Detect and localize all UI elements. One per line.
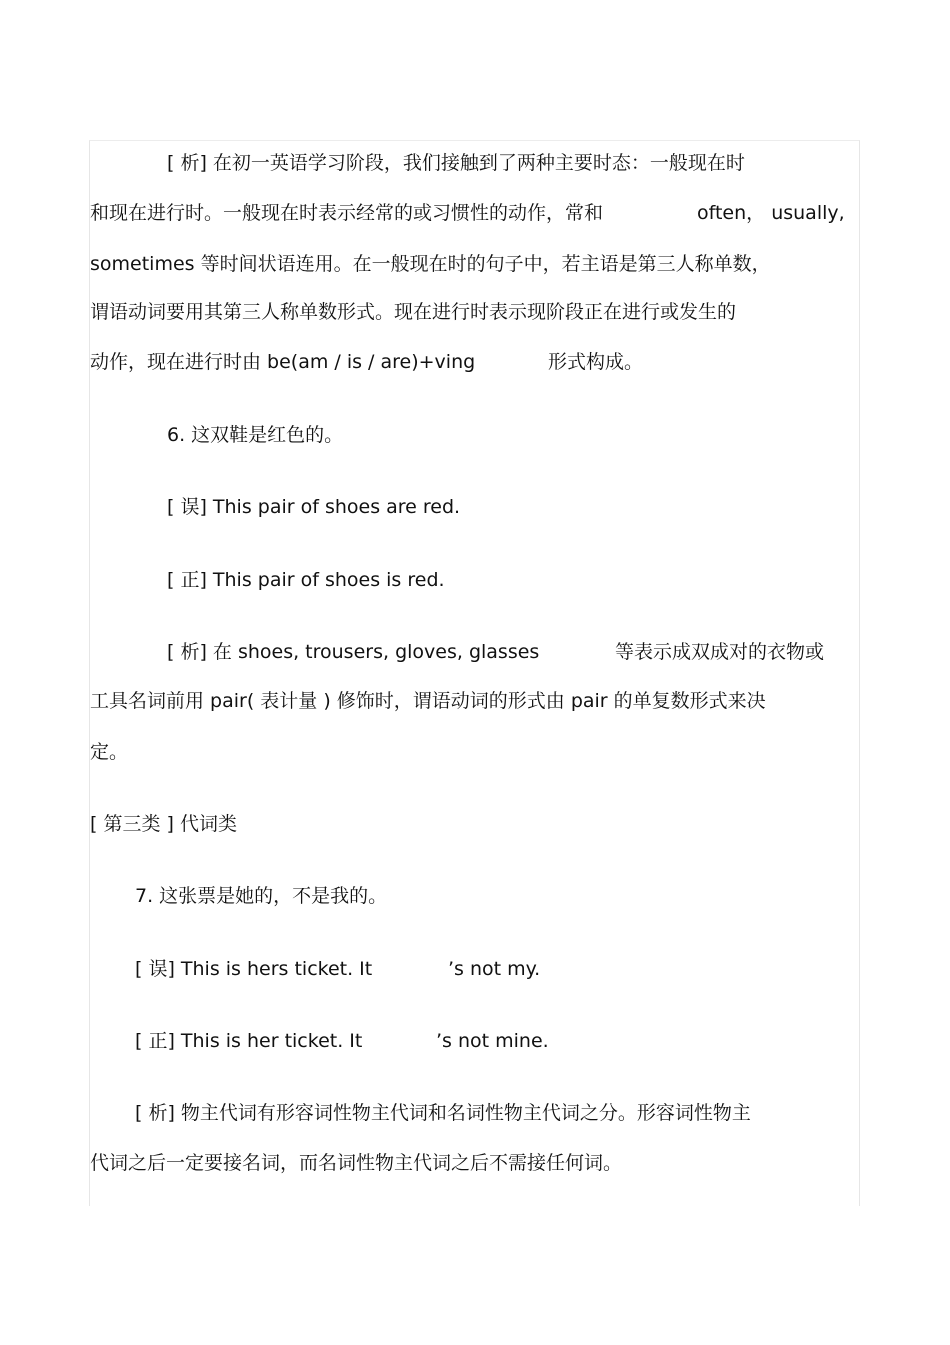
item-7-question: 7. 这张票是她的，不是我的。 [135,885,388,907]
item-7-wrong-end: ’s not my. [448,958,541,980]
analysis-tenses-line-2-adverbs: often， usually, [697,202,845,224]
item-6-wrong: [ 误] This pair of shoes are red. [167,496,461,518]
item-7-analysis-line-2: 代词之后一定要接名词，而名词性物主代词之后不需接任何词。 [90,1152,623,1174]
item-6-question: 6. 这双鞋是红色的。 [167,424,344,446]
item-6-analysis-line-1: [ 析] 在 shoes, trousers, gloves, glasses [167,641,540,663]
item-6-right: [ 正] This pair of shoes is red. [167,569,445,591]
item-6-analysis-line-1-end: 等表示成双成对的衣物或 [615,641,825,663]
item-7-right: [ 正] This is her ticket. It [135,1030,363,1052]
section-3-heading: [ 第三类 ] 代词类 [90,813,237,835]
item-7-right-end: ’s not mine. [436,1030,549,1052]
analysis-tenses-line-4: 谓语动词要用其第三人称单数形式。现在进行时表示现阶段正在进行或发生的 [90,301,737,323]
analysis-tenses-line-5: 动作，现在进行时由 be(am / is / are)+ving [90,351,476,373]
item-6-analysis-line-2: 工具名词前用 pair( 表计量 ) 修饰时，谓语动词的形式由 pair 的单复数形式来决 [90,690,766,712]
item-6-analysis-line-3: 定。 [90,741,129,763]
analysis-tenses-line-2 [90,201,603,225]
analysis-tenses-line-1: [ 析] 在初一英语学习阶段，我们接触到了两种主要时态：一般现在时 [167,152,745,174]
item-7-wrong: [ 误] This is hers ticket. It [135,958,373,980]
analysis-tenses-line-5-end: 形式构成。 [548,351,644,373]
item-7-analysis-line-1: [ 析] 物主代词有形容词性物主代词和名词性物主代词之分。形容词性物主 [135,1102,751,1124]
analysis-tenses-line-2-text: 和现在进行时。一般现在时表示经常的或习惯性的动作，常和 [90,202,604,224]
analysis-tenses-line-3: sometimes 等时间状语连用。在一般现在时的句子中，若主语是第三人称单数， [90,253,771,275]
